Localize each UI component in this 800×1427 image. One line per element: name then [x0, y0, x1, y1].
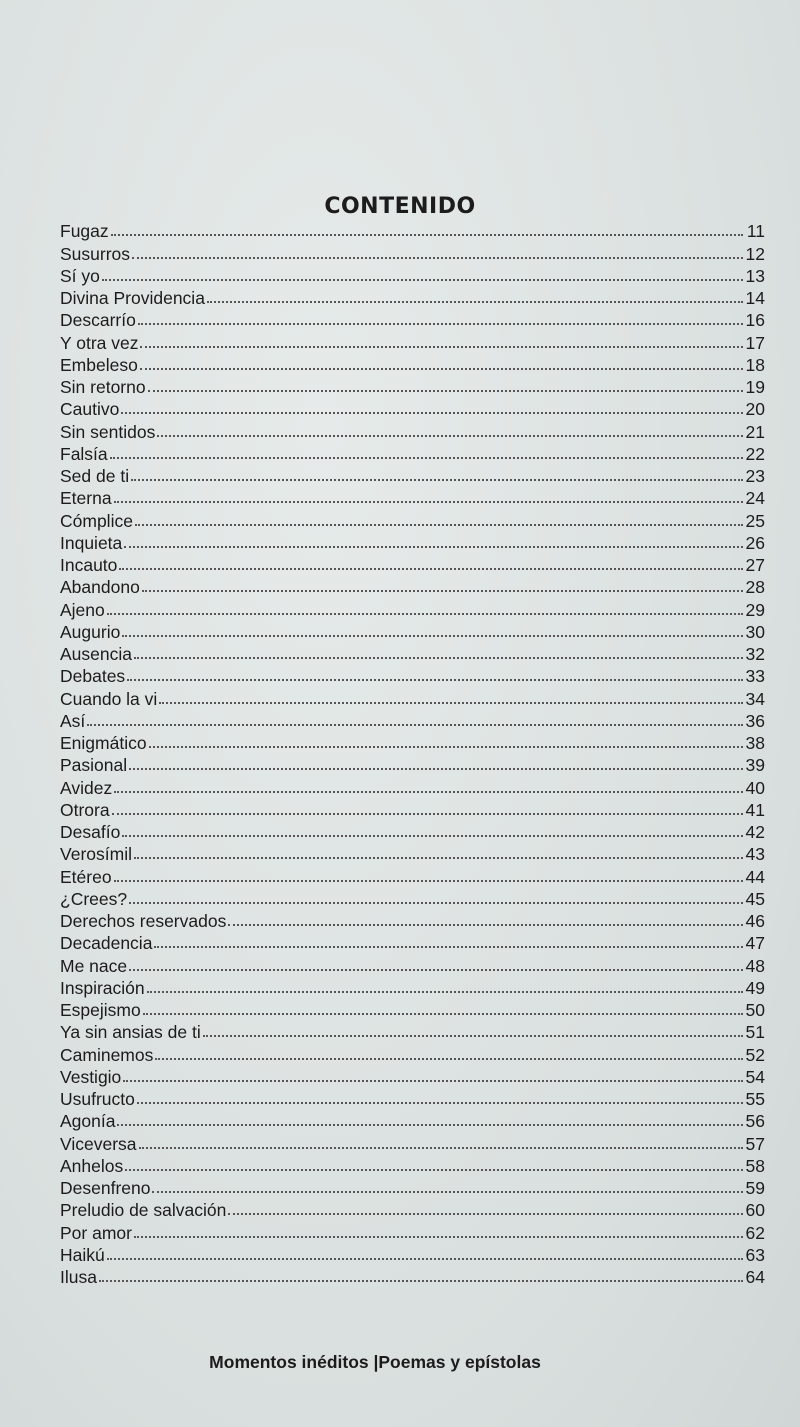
dot-leader	[121, 412, 743, 414]
toc-entry-title: Enigmático	[60, 733, 147, 753]
toc-entry	[60, 1041, 765, 1063]
toc-entry-page: 40	[745, 777, 765, 798]
toc-entry-title: Caminemos	[60, 1044, 154, 1065]
toc-entry-title: Descarrío	[60, 310, 136, 331]
dot-leader	[134, 857, 743, 859]
toc-entry-page: 26	[745, 532, 765, 553]
toc-entry-title: Augurio	[60, 621, 121, 642]
toc-entry-title: Preludio de salvación	[60, 1200, 227, 1221]
toc-entry-page: 49	[745, 977, 765, 998]
toc-entry-title: Cómplice	[60, 510, 133, 531]
toc-entry-page: 18	[745, 354, 765, 375]
toc-entry	[60, 507, 765, 529]
toc-entry	[60, 418, 765, 440]
toc-entry	[60, 1219, 765, 1241]
toc-entry-page: 33	[745, 666, 765, 687]
toc-entry-page: 62	[745, 1222, 765, 1243]
toc-entry-page: 57	[745, 1133, 765, 1154]
dot-leader	[157, 435, 743, 437]
dot-leader	[129, 969, 743, 971]
toc-entry-page: 27	[745, 555, 765, 575]
dot-leader	[134, 657, 743, 659]
dot-leader	[110, 457, 743, 459]
toc-entry	[60, 975, 765, 997]
dot-leader	[143, 1013, 743, 1015]
toc-entry	[60, 886, 765, 908]
toc-entry	[60, 485, 765, 507]
dot-leader	[152, 1191, 743, 1193]
toc-entry	[60, 1264, 765, 1286]
page-title: CONTENIDO	[324, 194, 476, 219]
toc-entry-page: 11	[746, 221, 765, 242]
dot-leader	[155, 1058, 743, 1060]
toc-entry-page: 60	[745, 1200, 765, 1221]
page-footer: Momentos inéditos |Poemas y epístolas	[209, 1352, 541, 1372]
dot-leader	[132, 257, 743, 259]
toc-entry-title: Susurros	[60, 243, 131, 264]
toc-entry	[60, 463, 765, 485]
toc-entry-title: Cautivo	[60, 399, 120, 420]
dot-leader	[149, 746, 743, 748]
table-of-contents	[60, 218, 765, 1286]
dot-leader	[87, 724, 743, 726]
dot-leader	[134, 1236, 743, 1238]
toc-entry-title: Espejismo	[60, 1000, 141, 1020]
toc-entry-title: Usufructo	[60, 1089, 135, 1109]
toc-entry-page: 46	[745, 911, 765, 931]
toc-entry	[60, 374, 765, 396]
toc-entry-title: Sed de ti	[60, 466, 130, 486]
toc-entry-title: Desenfreno	[60, 1178, 151, 1198]
dot-leader	[147, 991, 743, 993]
toc-entry-title: Divina Providencia	[60, 288, 205, 308]
toc-entry-title: Inspiración	[60, 977, 145, 998]
toc-entry-title: Sí yo	[60, 265, 100, 286]
toc-entry-page: 28	[745, 577, 765, 598]
toc-entry-page: 23	[745, 466, 765, 486]
dot-leader	[138, 323, 743, 325]
toc-entry-title: Derechos reservados	[60, 911, 227, 931]
toc-entry-page: 63	[745, 1244, 765, 1265]
dot-leader	[129, 768, 743, 770]
toc-entry	[60, 1064, 765, 1086]
dot-leader	[159, 702, 743, 704]
toc-entry	[60, 797, 765, 819]
toc-entry	[60, 819, 765, 841]
dot-leader	[148, 390, 743, 392]
toc-entry	[60, 596, 765, 618]
toc-entry	[60, 752, 765, 774]
toc-entry-page: 14	[745, 288, 765, 308]
dot-leader	[99, 1280, 743, 1282]
toc-entry-page: 38	[745, 733, 765, 753]
toc-entry-page: 45	[745, 888, 765, 909]
toc-entry-page: 21	[745, 421, 765, 442]
dot-leader	[207, 301, 743, 303]
toc-entry	[60, 619, 765, 641]
toc-entry	[60, 263, 765, 285]
dot-leader	[107, 1258, 743, 1260]
toc-entry-page: 34	[745, 688, 765, 709]
toc-entry-page: 39	[745, 755, 765, 776]
toc-entry	[60, 908, 765, 930]
toc-entry-page: 58	[745, 1155, 765, 1176]
toc-entry	[60, 997, 765, 1019]
toc-entry	[60, 352, 765, 374]
dot-leader	[203, 1035, 743, 1037]
toc-entry	[60, 1019, 765, 1041]
toc-entry	[60, 285, 765, 307]
toc-entry-title: Etéreo	[60, 866, 112, 887]
toc-entry-title: Vestigio	[60, 1066, 122, 1087]
dot-leader	[102, 279, 743, 281]
toc-entry-title: Así	[60, 710, 86, 731]
toc-entry-title: Ajeno	[60, 599, 105, 620]
toc-entry-page: 16	[745, 310, 765, 331]
toc-entry-title: Viceversa	[60, 1133, 137, 1154]
toc-entry-title: Eterna	[60, 488, 112, 509]
toc-entry	[60, 663, 765, 685]
toc-entry	[60, 841, 765, 863]
toc-entry-title: Sin sentidos	[60, 421, 156, 442]
dot-leader	[228, 1213, 743, 1215]
toc-entry-title: Abandono	[60, 577, 140, 598]
dot-leader	[117, 1124, 743, 1126]
dot-leader	[127, 679, 743, 681]
toc-entry	[60, 1153, 765, 1175]
toc-entry-title: ¿Crees?	[60, 888, 128, 909]
dot-leader	[114, 880, 743, 882]
dot-leader	[125, 1169, 743, 1171]
dot-leader	[140, 346, 743, 348]
toc-entry-page: 64	[745, 1267, 765, 1287]
toc-entry	[60, 952, 765, 974]
toc-entry-page: 12	[745, 243, 765, 264]
toc-entry-title: Verosímil	[60, 844, 132, 865]
dot-leader	[107, 613, 743, 615]
toc-entry	[60, 552, 765, 574]
toc-entry	[60, 441, 765, 463]
toc-entry-title: Pasional	[60, 755, 128, 776]
toc-entry-page: 42	[745, 822, 765, 842]
toc-entry-title: Otrora	[60, 799, 110, 820]
toc-entry-page: 32	[745, 644, 765, 664]
toc-entry-title: Sin retorno	[60, 377, 146, 397]
toc-entry-title: Cuando la vi	[60, 688, 158, 709]
toc-entry	[60, 641, 765, 663]
toc-entry	[60, 774, 765, 796]
toc-entry-title: Desafío	[60, 822, 121, 842]
dot-leader	[122, 835, 743, 837]
toc-entry	[60, 530, 765, 552]
toc-entry-page: 13	[745, 265, 765, 286]
toc-entry-title: Por amor	[60, 1222, 132, 1243]
toc-entry	[60, 1175, 765, 1197]
dot-leader	[112, 813, 743, 815]
toc-entry-page: 36	[745, 710, 765, 731]
toc-entry-page: 52	[745, 1044, 765, 1065]
dot-leader	[131, 479, 743, 481]
toc-entry-title: Avidez	[60, 777, 113, 798]
toc-entry-title: Haikú	[60, 1244, 105, 1265]
toc-entry-title: Decadencia	[60, 933, 153, 954]
dot-leader	[140, 368, 743, 370]
toc-entry	[60, 930, 765, 952]
toc-entry-page: 30	[745, 621, 765, 642]
toc-entry-page: 43	[745, 844, 765, 865]
toc-entry	[60, 863, 765, 885]
dot-leader	[111, 234, 743, 236]
toc-entry-title: Incauto	[60, 555, 118, 575]
toc-entry	[60, 1108, 765, 1130]
toc-entry	[60, 240, 765, 262]
toc-entry-page: 44	[745, 866, 765, 887]
toc-entry-page: 59	[745, 1178, 765, 1198]
toc-entry-page: 50	[745, 1000, 765, 1020]
toc-entry-page: 19	[745, 377, 765, 397]
dot-leader	[154, 946, 743, 948]
toc-entry-title: Ya sin ansias de ti	[60, 1022, 201, 1043]
toc-entry	[60, 708, 765, 730]
toc-entry	[60, 730, 765, 752]
toc-entry	[60, 1086, 765, 1108]
toc-entry-page: 47	[745, 933, 765, 954]
toc-entry-title: Falsía	[60, 443, 108, 464]
toc-entry-title: Ilusa	[60, 1267, 97, 1287]
dot-leader	[129, 902, 743, 904]
toc-entry	[60, 574, 765, 596]
toc-entry-title: Y otra vez	[60, 332, 139, 353]
dot-leader	[142, 590, 743, 592]
dot-leader	[135, 524, 743, 526]
dot-leader	[122, 635, 743, 637]
dot-leader	[139, 1147, 743, 1149]
toc-entry	[60, 1197, 765, 1219]
dot-leader	[124, 546, 743, 548]
toc-entry-title: Me nace	[60, 955, 128, 976]
dot-leader	[137, 1102, 743, 1104]
toc-entry-page: 29	[745, 599, 765, 620]
toc-entry	[60, 218, 765, 240]
toc-entry-page: 48	[745, 955, 765, 976]
toc-entry-page: 22	[745, 443, 765, 464]
toc-entry-title: Embeleso	[60, 354, 138, 375]
dot-leader	[123, 1080, 743, 1082]
toc-entry-page: 20	[745, 399, 765, 420]
toc-entry	[60, 307, 765, 329]
toc-entry-page: 17	[745, 332, 765, 353]
toc-entry-page: 41	[745, 799, 765, 820]
toc-entry-title: Ausencia	[60, 644, 132, 664]
toc-entry-page: 25	[745, 510, 765, 531]
toc-entry	[60, 685, 765, 707]
toc-entry-title: Fugaz	[60, 221, 109, 242]
toc-entry	[60, 1242, 765, 1264]
toc-entry-title: Debates	[60, 666, 126, 687]
toc-entry	[60, 396, 765, 418]
toc-entry	[60, 329, 765, 351]
toc-entry-page: 54	[745, 1066, 765, 1087]
toc-entry-page: 24	[745, 488, 765, 509]
toc-entry-title: Inquieta	[60, 532, 123, 553]
toc-entry-title: Anhelos	[60, 1155, 124, 1176]
toc-entry-page: 55	[745, 1089, 765, 1109]
dot-leader	[114, 791, 743, 793]
toc-entry	[60, 1130, 765, 1152]
dot-leader	[114, 501, 743, 503]
toc-entry-page: 51	[745, 1022, 765, 1043]
dot-leader	[119, 568, 743, 570]
dot-leader	[228, 924, 743, 926]
toc-entry-page: 56	[745, 1111, 765, 1132]
toc-entry-title: Agonía	[60, 1111, 116, 1132]
